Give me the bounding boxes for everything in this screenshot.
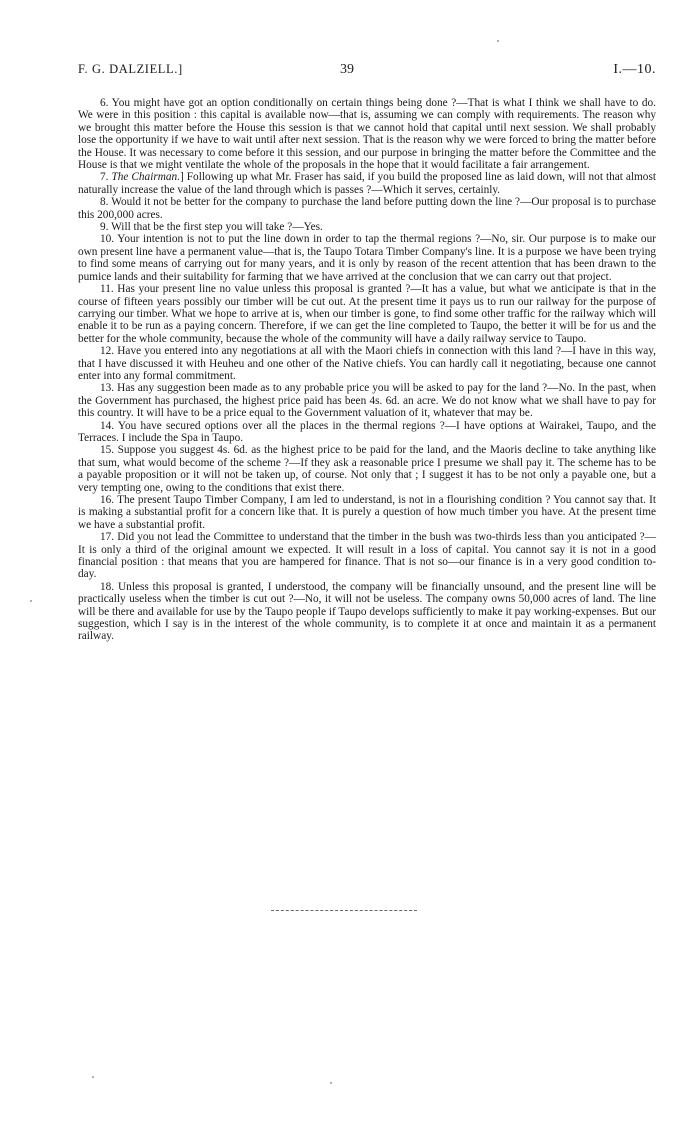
- page-header: [78, 62, 656, 78]
- paragraph-q8: 8. Would it not be better for the company to purchase the land before putting down the line ?—Our proposal is to purchase this 200,000 acres.: [78, 196, 656, 221]
- paragraph-q7: 7. The Chairman.] Following up what Mr. Fraser has said, if you build the proposed line as laid down, will not that almost naturally increase the value of the land through which is passes ?—Which it serves, certainly.: [78, 171, 656, 196]
- document-reference: I.—10.: [613, 62, 656, 77]
- paragraph-q13: 13. Has any suggestion been made as to any probable price you will be asked to pay for the land ?—No. In the past, when the Government has purchased, the highest price paid has been 4s. 6d. an acre. We do not know what we shall have to pay for this country. It will have to be a price equal to the Government valuation of it, whatever that may be.: [78, 382, 656, 420]
- speaker-name: The Chairman.: [111, 171, 181, 184]
- scan-speck: [30, 600, 32, 602]
- closing-divider: [271, 910, 417, 911]
- header-author: F. G. DALZIELL.]: [78, 62, 183, 76]
- scan-speck: [330, 1082, 332, 1084]
- paragraph-q18: 18. Unless this proposal is granted, I understood, the company will be financially unsound, and the present line will be practically useless when the timber is cut out ?—No, it will not be useless. The company owns 50,000 acres of land. The line will be there and available for use by the Taupo people if Taupo develops sufficiently to make it pay working-expenses. But our suggestion, which I say is in the interest of the whole community, is to complete it at once and maintain it as a permanent railway.: [78, 580, 656, 643]
- paragraph-q16: 16. The present Taupo Timber Company, I am led to understand, is not in a flourishing condition ? You cannot say that. It is making a substantial profit for a concern like that. It is purely a question of how much timber you have. At the present time we have a substantial profit.: [78, 494, 656, 531]
- paragraph-q6: 6. You might have got an option conditionally on certain things being done ?—That is what I think we shall have to do. We were in this position : this capital is available now—that is, assuming we can comply with requirements. The reason why we brought this matter before the House this session is that we cannot hold that capital until next session. We shall probably lose the opportunity if we have to wait until after next session. That is the reason why we were forced to bring the matter before the House. It was necessary to come before it this session, and our purpose in bringing the matter before the Committee and the House is that we might ventilate the whole of the proposals in the hope that it would facilitate a fair arrangement.: [78, 97, 656, 172]
- paragraph-q10: 10. Your intention is not to put the line down in order to tap the thermal regions ?—No, sir. Our purpose is to make our own present line have a permanent value—that is, the Taupo Totara Timber Company's line. It is a purpose we have been trying to find some means of carrying out for many years, and it is only by reason of the recent attention that has been drawn to the pumice lands and their suitability for farming that we have arrived at the conclusion that we can carry out that project.: [78, 233, 656, 283]
- paragraph-q11: 11. Has your present line no value unless this proposal is granted ?—It has a value, but what we anticipate is that in the course of fifteen years possibly our timber will be cut out. At the present time it pays us to run our railway for the purpose of carrying our timber. What we hope to arrive at is, when our timber is gone, to find some other traffic for the railway which will enable it to be run as a paying concern. Therefore, if we can get the line completed to Taupo, the better it will be for us and the better for the whole community, because the whole of the community will have a daily railway service to Taupo.: [78, 283, 656, 345]
- paragraph-q12: 12. Have you entered into any negotiations at all with the Maori chiefs in connection with this land ?—I have in this way, that I have discussed it with Heuheu and one other of the Native chiefs. You can hardly call it negotiating, because one cannot enter into any formal commitment.: [78, 345, 656, 382]
- page-body: [78, 97, 656, 643]
- page-number: 39: [340, 62, 354, 77]
- scan-speck: [497, 40, 499, 42]
- scan-speck: [92, 1076, 94, 1078]
- paragraph-q9: 9. Will that be the first step you will take ?—Yes.: [100, 221, 323, 234]
- paragraph-q14: 14. You have secured options over all the places in the thermal regions ?—I have options at Wairakei, Taupo, and the Terraces. I include the Spa in Taupo.: [78, 419, 656, 444]
- paragraph-q17: 17. Did you not lead the Committee to understand that the timber in the bush was two-thirds less than you anticipated ?—It is only a third of the original amount we expected. It will result in a loss of capital. You cannot say it is not in a good financial position : that means that you are hampered for finance. That is not so—our finance is in a very good condition to-day.: [78, 531, 656, 581]
- paragraph-q15: 15. Suppose you suggest 4s. 6d. as the highest price to be paid for the land, and the Maoris decline to take anything like that sum, what would become of the scheme ?—If they ask a reasonable price I presume we shall pay it. The scheme has to be a payable proposition or it will not be taken up, of course. Not only that ; I suggest it has to be not only a payable one, but a very tempting one, owing to the conditions that exist there.: [78, 444, 656, 494]
